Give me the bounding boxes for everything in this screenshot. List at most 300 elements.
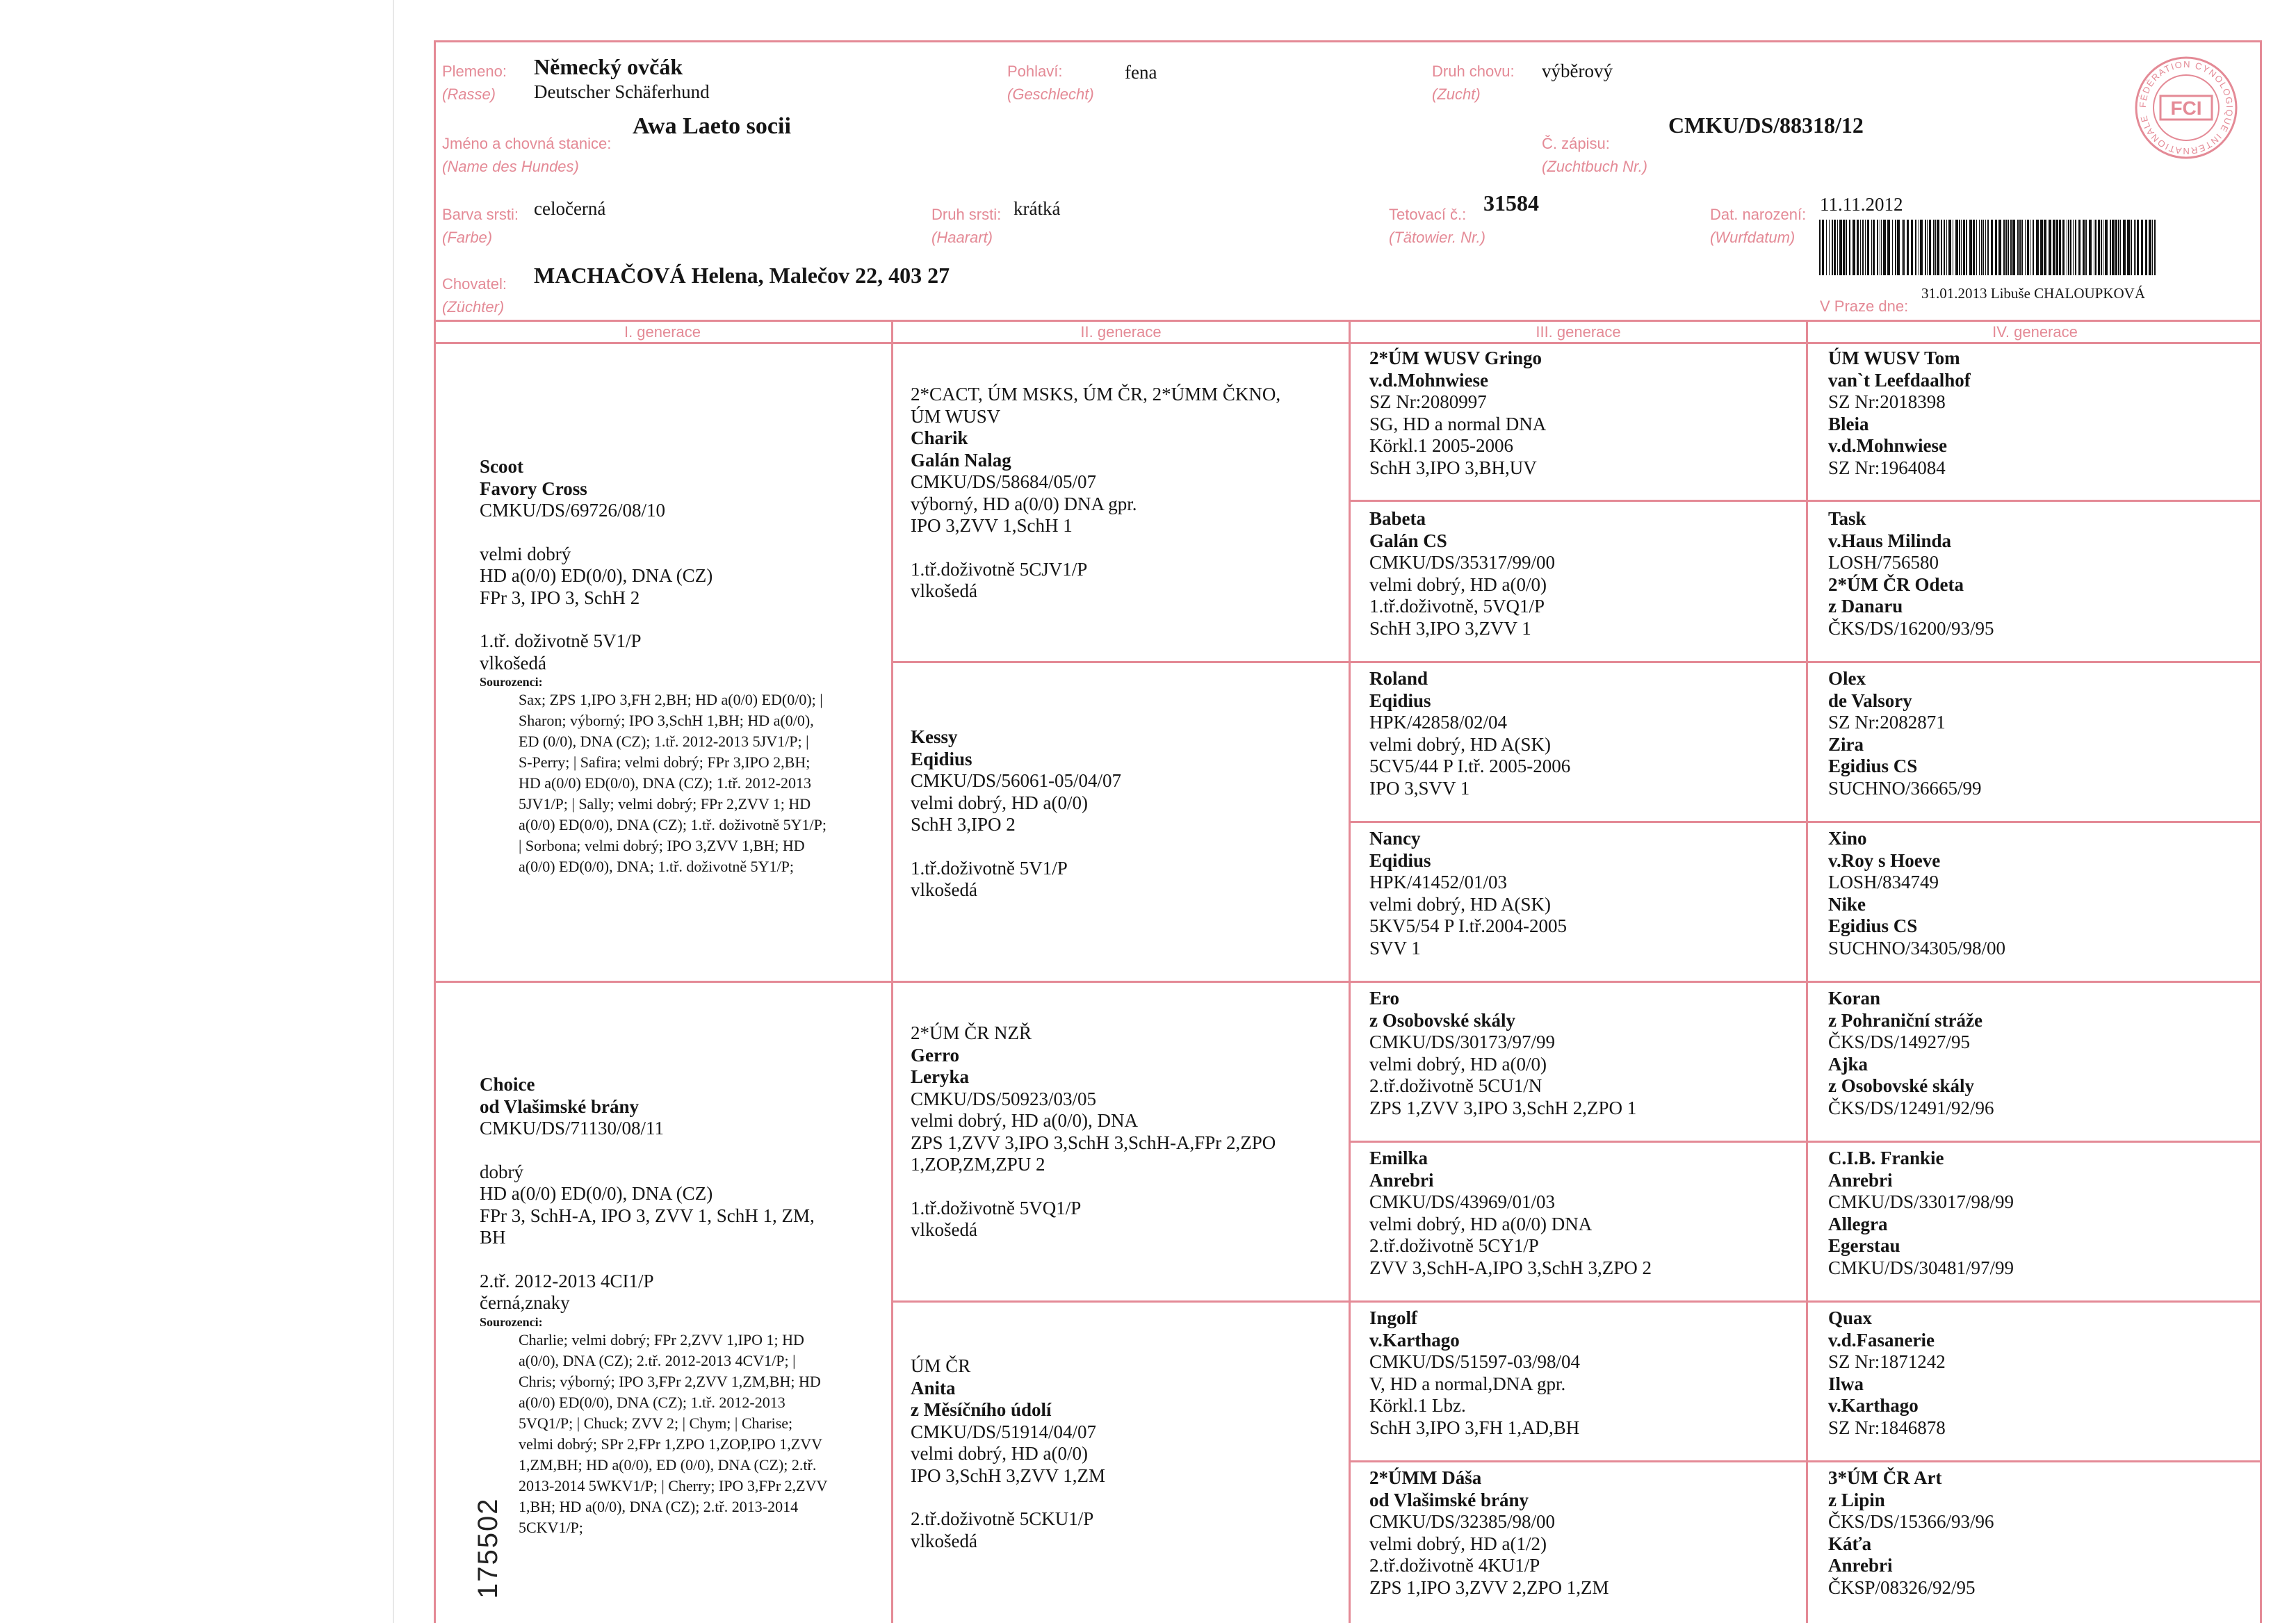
gen3-line: CMKU/DS/51597-03/98/04 [1369, 1351, 1581, 1372]
gen4-reg: SZ Nr:1846878 [1828, 1417, 1946, 1438]
barcode-bar [2145, 220, 2147, 275]
gen1-sire-sibling-line: a(0/0) ED(0/0), DNA (CZ); 1.tř. doživotně 5Y1/P; [519, 816, 827, 833]
gen4-name: Ilwa [1828, 1373, 1864, 1394]
gen4-kennel: z Danaru [1828, 596, 1903, 617]
barcode-bar [2095, 220, 2096, 275]
gen3-cell-4 [1369, 828, 1800, 959]
gen4-reg: ČKS/DS/12491/92/96 [1828, 1097, 1994, 1118]
barcode-bar [2110, 220, 2111, 275]
gen4-reg: ČKSP/08326/92/95 [1828, 1576, 1976, 1598]
barcode-bar [2078, 220, 2081, 275]
gen3-name: Ingolf [1369, 1307, 1418, 1328]
dog-name-label [442, 132, 611, 178]
barcode-bar [2049, 220, 2051, 275]
gen1-dam-sibling-line: Charlie; velmi dobrý; FPr 2,ZVV 1,IPO 1; HD [519, 1330, 804, 1348]
barcode-bar [2027, 220, 2029, 275]
barcode-bar [1895, 220, 1896, 275]
barcode-bar [2075, 220, 2076, 275]
gen3-line: velmi dobrý, HD A(SK) [1369, 733, 1551, 755]
gen2-title: 2*CACT, ÚM MSKS, ÚM ČR, 2*ÚMM ČKNO, [911, 384, 1281, 405]
tattoo-label-de: (Tätowier. Nr.) [1389, 229, 1485, 246]
gen4-kennel: de Valsory [1828, 690, 1912, 711]
gen1-dam-line: HD a(0/0) ED(0/0), DNA (CZ) [480, 1183, 713, 1204]
gen1-dam-sibling-line: 1,ZM,BH; HD a(0/0), ED (0/0), DNA (CZ); 2.tř. [519, 1455, 817, 1474]
barcode-bar [2127, 220, 2130, 275]
gen2-line: 1.tř.doživotně 5VQ1/P [911, 1197, 1082, 1218]
gen1-sire-sibling-line: 5JV1/P; | Sally; velmi dobrý; FPr 2,ZVV 1; HD [519, 795, 811, 813]
registration-number: CMKU/DS/88318/12 [1668, 113, 1864, 138]
barcode-bar [2003, 220, 2005, 275]
gen1-dam-sibling-line: a(0/0), DNA (CZ); 2.tř. 2012-2013 4CV1/P; | [519, 1351, 796, 1369]
gen4-kennel: Anrebri [1828, 1169, 1893, 1191]
barcode-bar [1915, 220, 1916, 275]
barcode-bar [1881, 220, 1882, 275]
barcode-bar [1849, 220, 1850, 275]
coat-label [931, 203, 1001, 249]
barcode-bar [2059, 220, 2061, 275]
gen1-sire-reg: CMKU/DS/69726/08/10 [480, 500, 666, 521]
barcode [1819, 220, 2156, 275]
barcode-bar [2033, 220, 2034, 275]
barcode-bar [2134, 220, 2135, 275]
breed [534, 53, 710, 103]
barcode-bar [2056, 220, 2058, 275]
gen1-sire-sibling-line: a(0/0) ED(0/0), DNA; 1.tř. doživotně 5Y1/P; [519, 858, 794, 875]
barcode-bar [2008, 220, 2009, 275]
barcode-bar [1963, 220, 1965, 275]
gen4-name: Quax [1828, 1307, 1873, 1328]
barcode-bar [2089, 220, 2092, 275]
gen2-title: ÚM ČR [911, 1355, 971, 1376]
gen3-line: SchH 3,IPO 3,ZVV 1 [1369, 617, 1531, 639]
gen1-dam [480, 1074, 883, 1538]
fci-logo [2134, 56, 2238, 160]
barcode-bar [1946, 220, 1947, 275]
gen3-kennel: od Vlašimské brány [1369, 1489, 1529, 1510]
tattoo-label [1389, 203, 1485, 249]
barcode-bar [1862, 220, 1864, 275]
gen4-name: Zira [1828, 733, 1864, 755]
gen1-sire-line: HD a(0/0) ED(0/0), DNA (CZ) [480, 565, 713, 586]
gen4-reg: CMKU/DS/33017/98/99 [1828, 1191, 2014, 1212]
gen4-name: Xino [1828, 828, 1867, 849]
gen3-cell-7 [1369, 1307, 1800, 1439]
barcode-bar [1826, 220, 1827, 275]
gen4-kennel: Egerstau [1828, 1235, 1900, 1256]
gen4-name: Koran [1828, 988, 1881, 1009]
barcode-bar [1865, 220, 1866, 275]
barcode-bar [1935, 220, 1936, 275]
reg-label-de: (Zuchtbuch Nr.) [1542, 158, 1648, 175]
page-edge [393, 0, 394, 1623]
barcode-bar [1985, 220, 1986, 275]
barcode-bar [1822, 220, 1824, 275]
gen2-line: CMKU/DS/56061-05/04/07 [911, 770, 1122, 791]
gen3-line: SG, HD a normal DNA [1369, 413, 1547, 434]
grid-line-g2-a [891, 661, 2262, 663]
issued-date-signature: 31.01.2013 Libuše CHALOUPKOVÁ [1921, 285, 2145, 302]
grid-line-mid [434, 981, 2262, 983]
barcode-bar [1981, 220, 1982, 275]
gen2-cell-1 [911, 384, 1342, 603]
barcode-bar [2112, 220, 2115, 275]
barcode-bar [1959, 220, 1960, 275]
gen3-line: 1.tř.doživotně, 5VQ1/P [1369, 596, 1545, 617]
gen1-sire-color: vlkošedá [480, 652, 546, 674]
gen1-sire-sibling-line: Sharon; výborný; IPO 3,SchH 1,BH; HD a(0/0), [519, 712, 814, 729]
gen1-dam-sibling-line: Chris; výborný; IPO 3,FPr 2,ZVV 1,ZM,BH; HD [519, 1372, 821, 1390]
barcode-bar [1933, 220, 1935, 275]
gen1-sire-line: FPr 3, IPO 3, SchH 2 [480, 587, 640, 608]
gen4-name: Task [1828, 508, 1866, 529]
barcode-bar [1829, 220, 1830, 275]
gen3-line: CMKU/DS/35317/99/00 [1369, 552, 1556, 573]
gen3-line: HPK/41452/01/03 [1369, 872, 1508, 892]
gen1-sire-sibling-line: HD a(0/0) ED(0/0), DNA (CZ); 1.tř. 2012-2013 [519, 774, 811, 792]
dob-label-cz: Dat. narození: [1710, 206, 1807, 223]
barcode-bar [1883, 220, 1886, 275]
gen4-name: 2*ÚM ČR Odeta [1828, 573, 1964, 595]
gen1-dam-sibling-line: 1,BH; HD a(0/0), DNA (CZ); 2.tř. 2013-2014 [519, 1497, 799, 1515]
gen2-line: CMKU/DS/58684/05/07 [911, 471, 1097, 492]
barcode-bar [1846, 220, 1847, 275]
barcode-bar [2053, 220, 2055, 275]
sex: fena [1125, 62, 1157, 83]
barcode-bar [1853, 220, 1855, 275]
coat-label-de: (Haarart) [931, 229, 993, 246]
gen4-name: Olex [1828, 668, 1866, 689]
sex-label-cz: Pohlaví: [1007, 63, 1063, 80]
barcode-bar [2154, 220, 2156, 275]
gen2-line: CMKU/DS/50923/03/05 [911, 1088, 1097, 1109]
barcode-bar [1871, 220, 1872, 275]
color-label [442, 203, 519, 249]
fci-ring-text: FÉDÉRATION CYNOLOGIQUE INTERNATIONALE [2137, 58, 2236, 157]
grid-line-g3-1 [1349, 500, 2262, 502]
gen2-name: Gerro [911, 1044, 959, 1066]
gen2-color: vlkošedá [911, 1530, 977, 1551]
gen3-line: HPK/42858/02/04 [1369, 712, 1508, 733]
tattoo-number: 31584 [1483, 190, 1539, 215]
barcode-bar [2068, 220, 2069, 275]
barcode-bar [1920, 220, 1923, 275]
gen-header-1: I. generace [624, 323, 701, 341]
gen1-dam-kennel: od Vlašimské brány [480, 1095, 640, 1117]
gen3-cell-2 [1369, 508, 1800, 639]
barcode-bar [1987, 220, 1989, 275]
barcode-bar [2152, 220, 2153, 275]
gen4-cell-8 [1828, 1467, 2252, 1599]
gen4-name: Káťa [1828, 1533, 1872, 1554]
barcode-bar [2085, 220, 2087, 275]
grid-line-g3-7 [1349, 1460, 2262, 1462]
breeding-label-cz: Druh chovu: [1432, 63, 1515, 80]
breed-label-de: (Rasse) [442, 85, 496, 103]
gen2-color: vlkošedá [911, 580, 977, 601]
barcode-bar [1867, 220, 1869, 275]
gen4-name: Bleia [1828, 413, 1869, 434]
gen2-kennel: Leryka [911, 1066, 969, 1087]
gen3-line: SZ Nr:2080997 [1369, 391, 1487, 412]
breeder-label-cz: Chovatel: [442, 275, 507, 293]
barcode-bar [1873, 220, 1875, 275]
sex-label [1007, 60, 1094, 106]
gen4-cell-1 [1828, 348, 2252, 479]
gen3-line: ZPS 1,IPO 3,ZVV 2,ZPO 1,ZM [1369, 1576, 1609, 1598]
barcode-bar [1887, 220, 1890, 275]
gen3-line: velmi dobrý, HD a(0/0) DNA [1369, 1213, 1593, 1234]
gen3-line: Körkl.1 Lbz. [1369, 1395, 1466, 1416]
gen1-sire-sibling-line: ED (0/0), DNA (CZ); 1.tř. 2012-2013 5JV1/P; | [519, 733, 809, 750]
barcode-bar [2131, 220, 2132, 275]
gen2-line: SchH 3,IPO 2 [911, 814, 1016, 835]
grid-line-g2-b [891, 1300, 2262, 1303]
gen1-dam-reg: CMKU/DS/71130/08/11 [480, 1118, 665, 1139]
gen4-reg: SUCHNO/34305/98/00 [1828, 937, 2006, 959]
breeding-label-de: (Zucht) [1432, 85, 1481, 103]
gen3-cell-5 [1369, 988, 1800, 1119]
barcode-bar [2073, 220, 2074, 275]
barcode-bar [1903, 220, 1905, 275]
gen3-cell-8 [1369, 1467, 1800, 1599]
gen4-name: Ajka [1828, 1053, 1868, 1075]
gen2-line: velmi dobrý, HD a(0/0), DNA [911, 1110, 1138, 1131]
gen2-line: 1.tř.doživotně 5CJV1/P [911, 558, 1088, 580]
barcode-bar [2012, 220, 2015, 275]
gen3-line: SchH 3,IPO 3,BH,UV [1369, 457, 1537, 478]
grid-col-2 [1349, 320, 1351, 1623]
barcode-bar [2044, 220, 2046, 275]
breeding-type: výběrový [1542, 60, 1613, 81]
tattoo-label-cz: Tetovací č.: [1389, 206, 1467, 223]
gen1-dam-sibling-line: 2013-2014 5WKV1/P; | Cherry; IPO 3,FPr 2,ZVV [519, 1476, 828, 1494]
gen2-line: 1.tř.doživotně 5V1/P [911, 857, 1068, 879]
barcode-bar [1976, 220, 1977, 275]
gen3-cell-3 [1369, 668, 1800, 799]
barcode-bar [2025, 220, 2026, 275]
barcode-bar [2005, 220, 2007, 275]
gen4-cell-2 [1828, 508, 2252, 639]
coat-type: krátká [1013, 198, 1061, 219]
gen3-line: ZPS 1,ZVV 3,IPO 3,SchH 2,ZPO 1 [1369, 1097, 1637, 1118]
barcode-bar [2135, 220, 2136, 275]
gen4-cell-4 [1828, 828, 2252, 959]
gen4-kennel: v.Roy s Hoeve [1828, 849, 1941, 871]
gen2-name: Anita [911, 1377, 956, 1398]
gen2-line: ZPS 1,ZVV 3,IPO 3,SchH 3,SchH-A,FPr 2,ZPO [911, 1132, 1276, 1153]
gen4-reg: SZ Nr:1871242 [1828, 1351, 1946, 1372]
barcode-bar [2120, 220, 2121, 275]
barcode-bar [1955, 220, 1958, 275]
barcode-bar [1925, 220, 1926, 275]
breeder-label [442, 272, 507, 318]
gen4-reg: LOSH/834749 [1828, 872, 1939, 892]
gen2-title: ÚM WUSV [911, 405, 1001, 427]
barcode-bar [1991, 220, 1993, 275]
date-of-birth: 11.11.2012 [1820, 194, 1903, 215]
barcode-bar [1877, 220, 1878, 275]
gen4-name: ÚM WUSV Tom [1828, 348, 1960, 368]
gen2-line: IPO 3,ZVV 1,SchH 1 [911, 515, 1073, 536]
gen2-title: 2*ÚM ČR NZŘ [911, 1022, 1032, 1043]
gen3-line: IPO 3,SVV 1 [1369, 777, 1470, 799]
gen4-reg: SZ Nr:2082871 [1828, 712, 1946, 733]
gen3-line: velmi dobrý, HD a(1/2) [1369, 1533, 1547, 1554]
barcode-bar [1941, 220, 1942, 275]
gen2-cell-2 [911, 726, 1342, 902]
gen1-dam-color: černá,znaky [480, 1292, 570, 1313]
gen4-name: 3*ÚM ČR Art [1828, 1467, 1942, 1488]
gen4-reg: LOSH/756580 [1828, 552, 1939, 573]
gen4-cell-7 [1828, 1307, 2252, 1439]
barcode-bar [2040, 220, 2043, 275]
gen-header-3: III. generace [1536, 323, 1621, 341]
gen3-name: Emilka [1369, 1148, 1428, 1168]
gen4-kennel: van`t Leefdaalhof [1828, 369, 1971, 391]
gen4-reg: SUCHNO/36665/99 [1828, 777, 1982, 799]
barcode-bar [1839, 220, 1842, 275]
gen3-line: Körkl.1 2005-2006 [1369, 435, 1513, 456]
gen-header-2: II. generace [1080, 323, 1162, 341]
barcode-bar [2149, 220, 2151, 275]
gen2-name: Kessy [911, 726, 958, 747]
barcode-bar [1927, 220, 1928, 275]
gen4-kennel: v.d.Mohnwiese [1828, 435, 1948, 456]
gen3-line: 2.tř.doživotně 5CU1/N [1369, 1075, 1542, 1096]
gen3-line: 5KV5/54 P I.tř.2004-2005 [1369, 915, 1567, 936]
gen3-line: 2.tř.doživotně 5CY1/P [1369, 1235, 1539, 1256]
gen1-dam-sibling-line: velmi dobrý; SPr 2,FPr 1,ZPO 1,ZOP,IPO 1,ZVV [519, 1435, 822, 1453]
gen4-kennel: v.Karthago [1828, 1395, 1919, 1416]
barcode-bar [1897, 220, 1900, 275]
gen3-kennel: v.d.Mohnwiese [1369, 369, 1489, 391]
barcode-bar [1983, 220, 1984, 275]
barcode-bar [2141, 220, 2143, 275]
gen3-name: 2*ÚMM Dáša [1369, 1467, 1482, 1488]
dog-name-label-cz: Jméno a chovná stanice: [442, 135, 612, 152]
coat-color: celočerná [534, 198, 606, 219]
grid-line-g3-5 [1349, 1141, 2262, 1143]
gen4-kennel: z Osobovské skály [1828, 1075, 1975, 1096]
barcode-bar [1892, 220, 1893, 275]
gen1-dam-sibling-line: 5CKV1/P; [519, 1518, 583, 1536]
gen4-name: Nike [1828, 893, 1866, 915]
barcode-bar [1969, 220, 1972, 275]
gen2-cell-3 [911, 1022, 1342, 1241]
gen1-sire-siblings-label: Sourozenci: [480, 675, 543, 689]
breed-label [442, 60, 507, 106]
gen2-line: IPO 3,SchH 3,ZVV 1,ZM [911, 1465, 1106, 1486]
gen2-line: výborný, HD a(0/0) DNA gpr. [911, 493, 1137, 514]
gen1-dam-sibling-line: 5VQ1/P; | Chuck; ZVV 2; | Chym; | Charise; [519, 1414, 793, 1432]
gen1-sire-line: velmi dobrý [480, 543, 571, 564]
gen1-dam-name: Choice [480, 1074, 535, 1095]
gen3-line: 5CV5/44 P I.tř. 2005-2006 [1369, 756, 1571, 776]
gen4-kennel: Egidius CS [1828, 756, 1918, 776]
gen1-sire-name: Scoot [480, 456, 523, 477]
gen2-color: vlkošedá [911, 879, 977, 900]
gen3-line: V, HD a normal,DNA gpr. [1369, 1373, 1566, 1394]
barcode-bar [1911, 220, 1913, 275]
breed-cz: Německý ovčák [534, 54, 683, 79]
gen4-name: C.I.B. Frankie [1828, 1148, 1944, 1168]
gen1-sire-kennel: Favory Cross [480, 478, 587, 499]
gen4-cell-5 [1828, 988, 2252, 1119]
gen3-line: velmi dobrý, HD a(0/0) [1369, 573, 1547, 595]
barcode-bar [2115, 220, 2117, 275]
gen4-kennel: Egidius CS [1828, 915, 1918, 936]
barcode-bar [2062, 220, 2065, 275]
gen3-kennel: Anrebri [1369, 1169, 1434, 1191]
breed-label-cz: Plemeno: [442, 63, 507, 80]
dog-name-label-de: (Name des Hundes) [442, 158, 579, 175]
gen1-sire-line: 1.tř. doživotně 5V1/P [480, 630, 642, 651]
fci-text: FCI [2170, 97, 2202, 119]
barcode-bar [1907, 220, 1909, 275]
gen2-kennel: Galán Nalag [911, 449, 1011, 471]
gen4-kennel: v.d.Fasanerie [1828, 1329, 1935, 1351]
color-label-de: (Farbe) [442, 229, 493, 246]
barcode-bar [1961, 220, 1962, 275]
gen4-reg: ČKS/DS/15366/93/96 [1828, 1511, 1994, 1532]
gen1-sire-sibling-line: S-Perry; | Safira; velmi dobrý; FPr 3,IPO 2,BH; [519, 753, 811, 771]
gen3-line: SVV 1 [1369, 937, 1421, 959]
barcode-bar [1979, 220, 1980, 275]
barcode-bar [1832, 220, 1833, 275]
gen4-cell-6 [1828, 1148, 2252, 1279]
sex-label-de: (Geschlecht) [1007, 85, 1094, 103]
gen2-kennel: z Měsíčního údolí [911, 1399, 1052, 1420]
grid-line-g3-3 [1349, 821, 2262, 823]
barcode-bar [2021, 220, 2023, 275]
barcode-bar [1819, 220, 1821, 275]
gen1-dam-line: BH [480, 1227, 506, 1248]
gen2-color: vlkošedá [911, 1219, 977, 1240]
gen4-kennel: v.Haus Milinda [1828, 530, 1952, 551]
gen3-kennel: Eqidius [1369, 849, 1431, 871]
gen3-line: SchH 3,IPO 3,FH 1,AD,BH [1369, 1417, 1580, 1438]
gen1-dam-line: 2.tř. 2012-2013 4CI1/P [480, 1270, 654, 1291]
barcode-bar [2098, 220, 2100, 275]
gen4-name: Allegra [1828, 1213, 1888, 1234]
barcode-bar [1834, 220, 1836, 275]
grid-col-3 [1806, 320, 1808, 1623]
gen4-cell-3 [1828, 668, 2252, 799]
gen4-kennel: Anrebri [1828, 1555, 1893, 1576]
gen1-dam-sibling-line: a(0/0) ED(0/0), DNA (CZ); 1.tř. 2012-2013 [519, 1393, 785, 1411]
barcode-bar [1857, 220, 1859, 275]
gen-header-4: IV. generace [1992, 323, 2078, 341]
barcode-bar [1843, 220, 1845, 275]
barcode-bar [2070, 220, 2071, 275]
barcode-bar [2036, 220, 2039, 275]
gen4-reg: SZ Nr:2018398 [1828, 391, 1946, 412]
gen2-line: CMKU/DS/51914/04/07 [911, 1421, 1097, 1442]
barcode-bar [1860, 220, 1861, 275]
gen2-line: 2.tř.doživotně 5CKU1/P [911, 1508, 1094, 1529]
gen2-line: 1,ZOP,ZM,ZPU 2 [911, 1154, 1045, 1175]
barcode-bar [1995, 220, 1997, 275]
coat-label-cz: Druh srsti: [931, 206, 1002, 223]
breed-de: Deutscher Schäferhund [534, 81, 710, 102]
reg-label-cz: Č. zápisu: [1542, 135, 1610, 152]
gen1-dam-line: FPr 3, SchH-A, IPO 3, ZVV 1, SchH 1, ZM, [480, 1205, 815, 1226]
gen4-kennel: z Lipin [1828, 1489, 1885, 1510]
gen4-kennel: z Pohraniční stráže [1828, 1009, 1982, 1031]
breeder-label-de: (Züchter) [442, 298, 505, 316]
gen3-line: velmi dobrý, HD a(0/0) [1369, 1053, 1547, 1075]
barcode-bar [2101, 220, 2102, 275]
